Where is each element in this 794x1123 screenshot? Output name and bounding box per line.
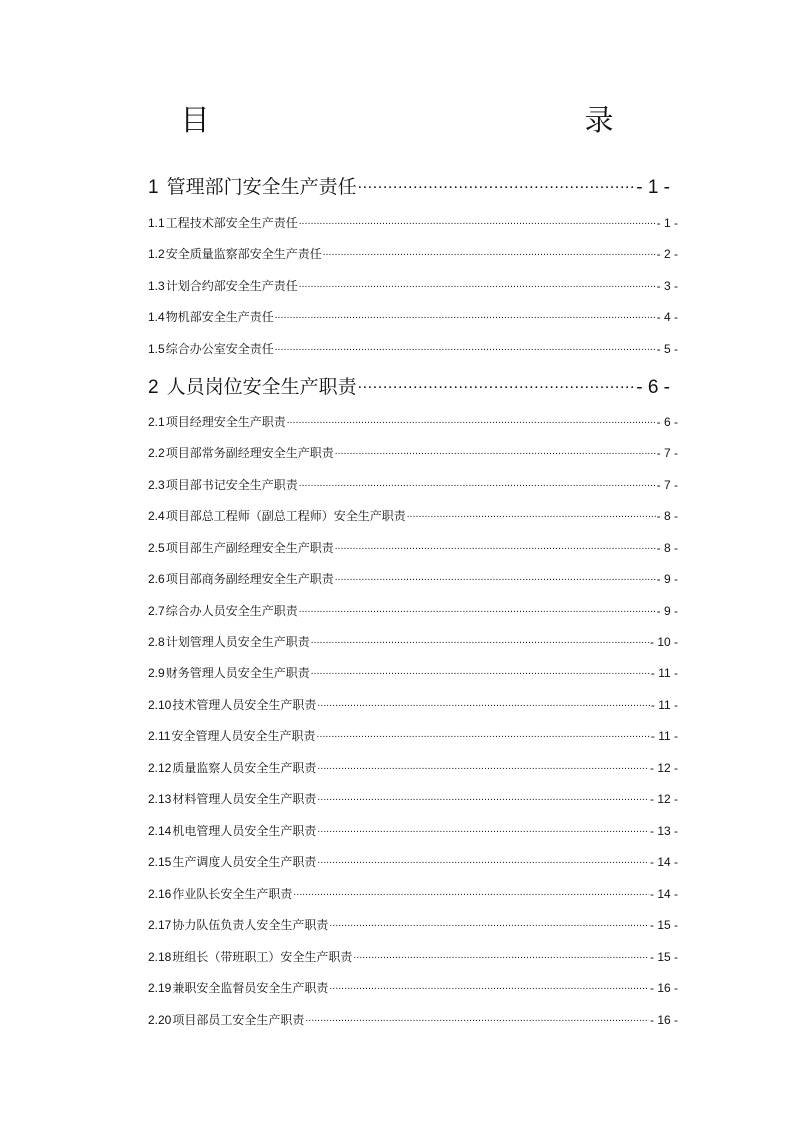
toc-entry-number: 1.1 — [148, 216, 165, 230]
toc-section-entry[interactable] — [148, 413, 678, 430]
toc-section-entry[interactable] — [148, 822, 678, 839]
toc-entry-page-number: - 1 - — [656, 216, 678, 230]
toc-entry-page-number: - 14 - — [649, 887, 678, 901]
toc-dot-leader — [317, 823, 649, 835]
toc-section-entry[interactable] — [148, 214, 678, 231]
toc-entry-number: 2.19 — [148, 981, 172, 995]
toc-entry-page-number: - 16 - — [649, 1013, 678, 1027]
toc-dot-leader — [335, 540, 656, 552]
toc-entry-number: 2.6 — [148, 572, 165, 586]
toc-entry-title: 人员岗位安全生产职责 — [166, 376, 357, 398]
toc-entry-page-number: - 6 - — [656, 415, 678, 429]
toc-section-entry[interactable] — [148, 853, 678, 870]
toc-section-entry[interactable] — [148, 979, 678, 996]
toc-entry-page-number: - 15 - — [649, 950, 678, 964]
toc-section-entry[interactable] — [148, 1011, 678, 1028]
toc-entry-number: 1.3 — [148, 279, 165, 293]
toc-dot-leader — [299, 278, 656, 290]
toc-dot-leader — [407, 508, 656, 520]
toc-section-entry[interactable] — [148, 277, 678, 294]
toc-dot-leader — [299, 215, 656, 227]
toc-entry-page-number: - 16 - — [649, 981, 678, 995]
toc-entry-title: 项目部生产副经理安全生产职责 — [165, 541, 334, 555]
toc-section-entry[interactable] — [148, 916, 678, 933]
toc-entry-number: 2.14 — [148, 824, 172, 838]
toc-dot-leader — [287, 414, 656, 426]
toc-entry-title: 计划合约部安全生产责任 — [165, 279, 298, 293]
toc-entry-page-number: - 3 - — [656, 279, 678, 293]
toc-entry-number: 2.12 — [148, 761, 172, 775]
toc-entry-number: 2.11 — [148, 729, 171, 743]
toc-entry-page-number: - 9 - — [656, 604, 678, 618]
toc-entry-number: 2.2 — [148, 446, 165, 460]
toc-entry-title: 项目部商务副经理安全生产职责 — [165, 572, 334, 586]
toc-section-entry[interactable] — [148, 476, 678, 493]
toc-dot-leader — [358, 175, 636, 193]
toc-entry-page-number: - 12 - — [649, 792, 678, 806]
toc-entry-number: 2.7 — [148, 604, 165, 618]
toc-entry-title: 安全质量监察部安全生产责任 — [165, 247, 322, 261]
toc-section-entry[interactable] — [148, 245, 678, 262]
toc-entry-title: 生产调度人员安全生产职责 — [172, 855, 317, 869]
toc-section-entry[interactable] — [148, 507, 678, 524]
toc-dot-leader — [293, 886, 649, 898]
toc-entry-page-number: - 11 - — [650, 666, 678, 680]
toc-entry-page-number: - 5 - — [656, 342, 678, 356]
toc-entry-title: 项目经理安全生产职责 — [165, 415, 286, 429]
toc-entry-page-number: - 6 - — [636, 377, 670, 398]
toc-entry-title: 材料管理人员安全生产职责 — [172, 792, 317, 806]
toc-dot-leader — [311, 665, 650, 677]
toc-entry-number: 2.9 — [148, 666, 165, 680]
toc-entry-number: 2.1 — [148, 415, 165, 429]
toc-dot-leader — [329, 917, 649, 929]
toc-dot-leader — [335, 445, 656, 457]
toc-entry-number: 1 — [148, 177, 159, 198]
toc-dot-leader — [311, 634, 649, 646]
toc-entry-title: 兼职安全监督员安全生产职责 — [172, 981, 329, 995]
toc-section-entry[interactable] — [148, 633, 678, 650]
toc-dot-leader — [275, 341, 656, 353]
toc-section-entry[interactable] — [148, 759, 678, 776]
toc-entry-page-number: - 7 - — [656, 478, 678, 492]
toc-dot-leader — [323, 246, 656, 258]
toc-entry-page-number: - 11 - — [650, 698, 678, 712]
toc-chapter-entry[interactable] — [148, 172, 670, 199]
toc-entry-title: 技术管理人员安全生产职责 — [172, 698, 317, 712]
toc-entry-title: 协力队伍负责人安全生产职责 — [172, 918, 329, 932]
toc-section-entry[interactable] — [148, 727, 678, 744]
toc-section-entry[interactable] — [148, 570, 678, 587]
toc-entry-title: 综合办公室安全责任 — [165, 342, 274, 356]
toc-entry-title: 质量监察人员安全生产职责 — [172, 761, 317, 775]
page-title: 目 录 — [180, 103, 686, 137]
toc-section-entry[interactable] — [148, 948, 678, 965]
toc-entry-number: 2.20 — [148, 1013, 172, 1027]
toc-section-entry[interactable] — [148, 885, 678, 902]
toc-entry-page-number: - 8 - — [656, 509, 678, 523]
toc-section-entry[interactable] — [148, 340, 678, 357]
toc-entry-title: 管理部门安全生产责任 — [166, 176, 357, 198]
toc-section-entry[interactable] — [148, 539, 678, 556]
toc-dot-leader — [299, 603, 656, 615]
toc-entry-number: 1.2 — [148, 247, 165, 261]
toc-dot-leader — [317, 760, 649, 772]
toc-entry-title: 项目部书记安全生产职责 — [165, 478, 298, 492]
toc-entry-title: 项目部总工程师（副总工程师）安全生产职责 — [165, 509, 406, 523]
toc-entry-number: 1.4 — [148, 310, 165, 324]
toc-chapter-entry[interactable] — [148, 372, 670, 399]
toc-entry-title: 物机部安全生产责任 — [165, 310, 274, 324]
toc-dot-leader — [317, 697, 650, 709]
toc-dot-leader — [317, 791, 649, 803]
toc-entry-title: 项目部员工安全生产职责 — [172, 1013, 305, 1027]
toc-entry-number: 1.5 — [148, 342, 165, 356]
toc-entry-number: 2.16 — [148, 887, 172, 901]
toc-entry-title: 工程技术部安全生产责任 — [165, 216, 298, 230]
toc-entry-title: 作业队长安全生产职责 — [172, 887, 293, 901]
toc-entry-number: 2.17 — [148, 918, 172, 932]
toc-entry-title: 班组长（带班职工）安全生产职责 — [172, 950, 353, 964]
toc-entry-page-number: - 4 - — [656, 310, 678, 324]
toc-section-entry[interactable] — [148, 696, 678, 713]
toc-section-entry[interactable] — [148, 444, 678, 461]
toc-entry-page-number: - 10 - — [649, 635, 678, 649]
toc-entry-page-number: - 1 - — [636, 177, 670, 198]
toc-entry-number: 2.4 — [148, 509, 165, 523]
toc-entry-page-number: - 12 - — [649, 761, 678, 775]
toc-section-entry[interactable] — [148, 602, 678, 619]
toc-dot-leader — [358, 375, 636, 393]
toc-entry-number: 2.5 — [148, 541, 165, 555]
toc-dot-leader — [329, 980, 649, 992]
toc-entry-page-number: - 9 - — [656, 572, 678, 586]
toc-entry-number: 2.8 — [148, 635, 165, 649]
toc-entry-number: 2.13 — [148, 792, 172, 806]
toc-entry-number: 2.3 — [148, 478, 165, 492]
toc-entry-title: 安全管理人员安全生产职责 — [171, 729, 316, 743]
toc-entry-title: 综合办人员安全生产职责 — [165, 604, 298, 618]
toc-dot-leader — [299, 477, 656, 489]
toc-entry-title: 财务管理人员安全生产职责 — [165, 666, 310, 680]
toc-section-entry[interactable] — [148, 308, 678, 325]
toc-section-entry[interactable] — [148, 664, 678, 681]
toc-entry-page-number: - 2 - — [656, 247, 678, 261]
toc-entry-number: 2.15 — [148, 855, 172, 869]
toc-entry-title: 机电管理人员安全生产职责 — [172, 824, 317, 838]
toc-entry-page-number: - 15 - — [649, 918, 678, 932]
toc-entry-number: 2.10 — [148, 698, 172, 712]
toc-dot-leader — [305, 1012, 649, 1024]
toc-entry-page-number: - 8 - — [656, 541, 678, 555]
toc-dot-leader — [335, 571, 656, 583]
toc-dot-leader — [317, 854, 649, 866]
toc-entry-number: 2 — [148, 377, 159, 398]
toc-entry-page-number: - 11 - — [650, 729, 678, 743]
toc-entry-page-number: - 7 - — [656, 446, 678, 460]
toc-entry-title: 计划管理人员安全生产职责 — [165, 635, 310, 649]
toc-section-entry[interactable] — [148, 790, 678, 807]
toc-entry-number: 2.18 — [148, 950, 172, 964]
toc-dot-leader — [275, 309, 656, 321]
toc-entry-page-number: - 13 - — [649, 824, 678, 838]
toc-dot-leader — [316, 728, 649, 740]
toc-dot-leader — [353, 949, 649, 961]
toc-entry-title: 项目部常务副经理安全生产职责 — [165, 446, 334, 460]
toc-entry-page-number: - 14 - — [649, 855, 678, 869]
